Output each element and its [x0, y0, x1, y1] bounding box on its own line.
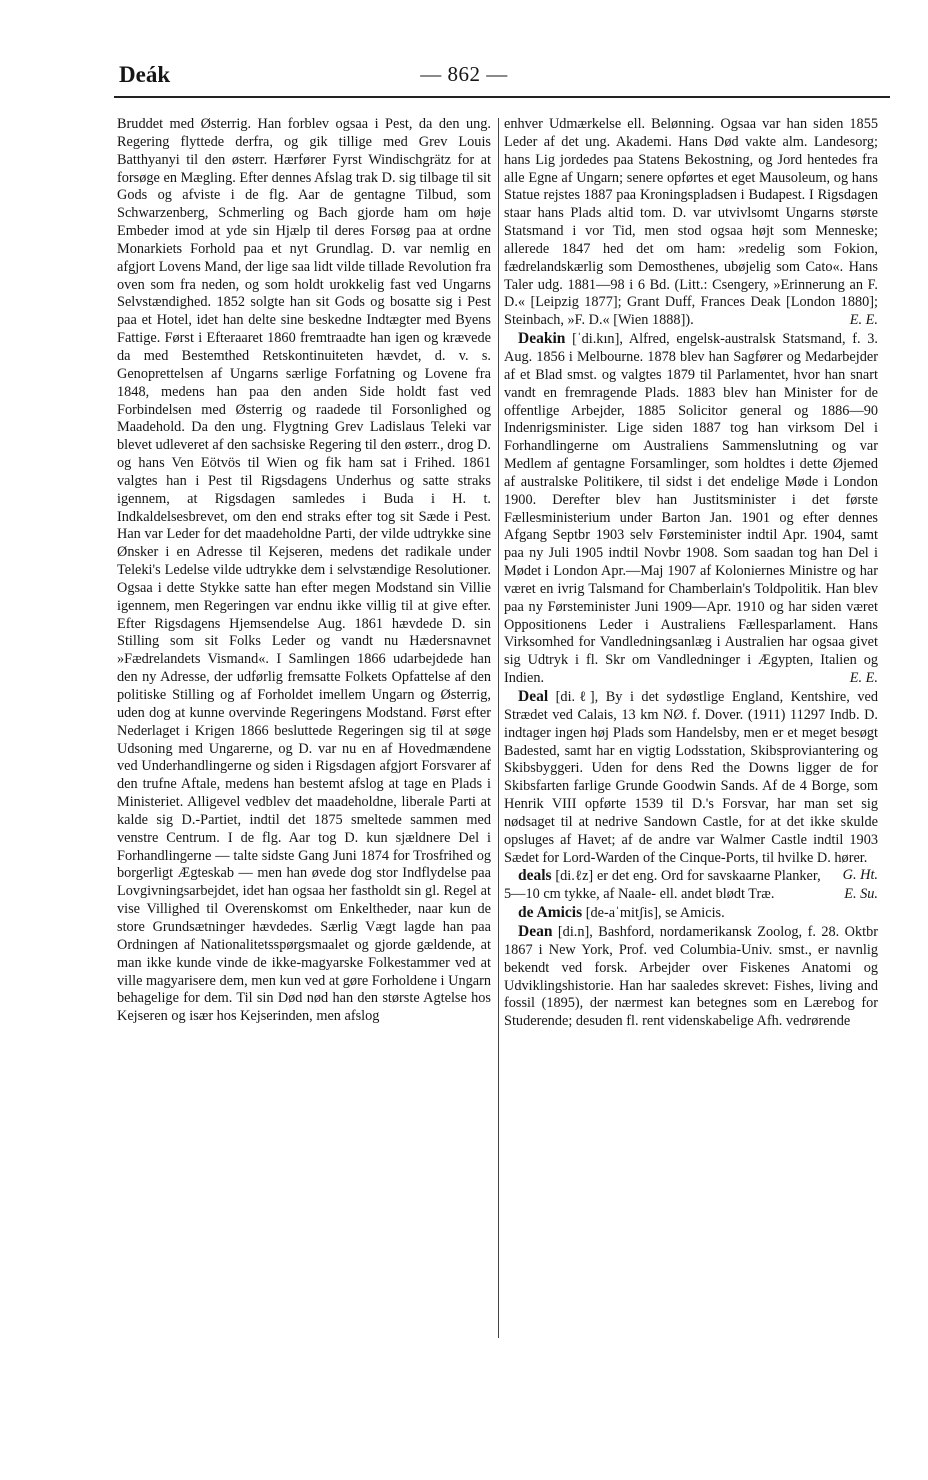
entry-text: [di.ℓz] er det eng. Ord for savskaarne Planker, 5—10 cm tykke, af Naale- ell. andet blødt Træ.: [504, 868, 821, 903]
left-column: [117, 116, 491, 1026]
author-signature: E. E.: [849, 312, 878, 329]
entry-text: [di.n], Bashford, nordamerikansk Zoolog, f. 28. Oktbr 1867 i New York, Prof. ved Columbia-Univ. smst., er navnlig bekendt ved forsk. Arbejder over Fiskenes Anatomi og Udviklingshistorie. Han har saaledes skrevet: Fishes, living and fossil (1895), der nærmest kan betegnes som en Lærebog for Studerende; desuden fl. rent videnskabelige Afh. vedrørende: [504, 923, 879, 1030]
entry-headword: Dean: [518, 922, 553, 940]
author-signature: G. Ht.: [842, 867, 878, 884]
right-column: [504, 116, 878, 1031]
author-signature: E. E.: [849, 670, 878, 687]
entry-text: [di.ℓ], By i det sydøstlige England, Kentshire, ved Strædet ved Calais, 13 km NØ. f. Dover. (1911) 11297 Indb. D. indtager ingen høj Plads som Handelsby, men er et meget besøgt Badested, samt har en vigtig Lodsstation, Skibsproviantering og Skibsbyggeri. Uden for dens Red the Downs ligger de for Skibsfarten farlige Grunde Goodwin Sands. Af de 4 Borge, som Henrik VIII opførte 1539 til D.'s Forsvar, har man set sig nødsaget til at nedrive Sandown Castle, for at det ikke skulde opsluges af Havet; af de andre var Walmer Castle indtil 1903 Sædet for Lord-Warden of the Cinque-Ports, til hvilke D. hører.: [504, 689, 878, 866]
running-headword: Deák: [119, 62, 171, 87]
page-number: — 862 —: [420, 62, 508, 86]
entry-text: [ˈdi.kın], Alfred, engelsk-australsk Statsmand, f. 3. Aug. 1856 i Melbourne. 1878 blev han Sagfører og Medarbejder af et Blad smst. og valgtes 1879 til Parlamentet, hvor han snart vandt en fremragende Plads. 1883 blev han Minister for de offentlige Arbejder, 1885 Solicitor general og 1886—90 Indenrigsminister. Lige siden 1887 tog han virksom Del i Forhandlingerne om Australiens Sammenslutning og var Medlem af gentagne Forsamlinger, som holdtes i dette Øjemed af australske Politikere, til sidst i det endelige Møde i London 1900. Derefter blev han Justitsminister i det første Fællesministerium under Barton Jan. 1901 og efter dennes Afgang Septbr 1903 selv Førsteminister indtil Apr. 1904, samt paa ny Juli 1905 indtil Novbr 1908. Som saadan tog han Del i Mødet i London Apr.—Maj 1907 af Koloniernes Ministre og har været en ivrig Talsmand for Chamberlain's Toldpolitik. Han blev paa ny Førsteminister Juni 1909—Apr. 1910 og har siden været Oppositionens Leder i Australiens Fællesparlament. Hans Virksomhed for Vandledningsanlæg i Australien har ogsaa givet sig Udtryk i fl. Skr om Vandledninger i Ægypten, Italien og Indien.: [504, 331, 879, 687]
entry-de-amicis: [504, 904, 878, 923]
entry-deakin: [504, 330, 878, 688]
running-head: [0, 60, 928, 94]
author-signature: E. Su.: [844, 886, 878, 903]
entry-headword: de Amicis: [518, 904, 583, 922]
deak-entry-ending: [504, 116, 878, 330]
column-divider: [498, 118, 499, 1338]
header-rule: [114, 96, 890, 98]
entry-text: enhver Udmærkelse ell. Belønning. Ogsaa var han siden 1855 Leder af det ung. Akademi. Hans Død vakte alm. Landesorg; hans Lig jordedes paa Statens Bekostning, og Jord hentedes fra alle Egne af Ungarn; senere opførtes et eget Mausoleum, og hans Statue rejstes 1887 paa Kroningspladsen i Budapest. I Rigsdagen staar hans Plads altid tom. D. var utvivlsomt Ungarns største Statsmand i vor Tid, men stod ogsaa højt som Menneske; allerede 1847 hed det om ham: »redelig som Fokion, fædrelandskærlig som Demosthenes, ubøjelig som Cato«. Hans Taler udg. 1881—98 i 6 Bd. (Litt.: Csengery, »Erinnerung an F. D.« [Leipzig 1877]; Grant Duff, Frances Deak [London 1880]; Steinbach, »F. D.« [Wien 1888]).: [504, 116, 878, 329]
entry-headword: deals: [518, 867, 552, 885]
entry-headword: Deal: [518, 688, 549, 705]
deak-entry-continuation: Bruddet med Østerrig. Han forblev ogsaa i Pest, da den ung. Regering flyttede derfra, og gik tillige med Grev Louis Batthyanyi til den østerr. Hærfører Fyrst Windischgrätz for at forsøge en Mægling. Efter dennes Afslag trak D. sig tilbage til sit Gods og afviste i de flg. Aar de gentagne Tilbud, som Schwarzenberg, Schmerling og Bach gjorde ham om høje Embeder imod at yde sin Hjælp til deres Forsøg paa at ordne Monarkiets Forhold paa et nyt Grundlag. D. var nemlig en afgjort Lovens Mand, der lige saa lidt vilde tillade Revolution fra oven som fra neden, og som holdt urokkelig fast ved Ungarns Selvstændighed. 1852 solgte han sit Gods og bosatte sig i Pest paa et Hotel, idet han delte sine beskedne Indtægter med Byens Fattige. Først i Efteraaret 1860 fremtraadte han igen og krævede da med Bestemthed Retskontinuiteten hævdet, d. v. s. Genoprettelsen af Ungarns særlige Forfatning og Lovene fra 1848, medens han paa den anden Side holdt fast ved Forbindelsen med Østerrig og raadede til Forsonlighed og Maadehold. Da den ung. Flygtning Grev Ladislaus Teleki var blevet udleveret af den sachsiske Regering til den østerr., drog D. og hans Ven Eötvös til Wien og fik ham sat i Frihed. 1861 valgtes han i Pest til Rigsdagens Underhus og satte straks igennem, at Rigsdagen samledes i Buda i H. t. Indkaldelsesbrevet, om den end straks efter tog sit Sæde i Pest. Han var Leder for det maadeholdne Parti, der vilde udtrykke sine Ønsker i en Adresse til Kejseren, medens det radikale under Teleki's Ledelse vilde udtrykke dem i selvstændige Resolutioner. Ogsaa i dette Stykke satte han efter megen Modstand sin Villie igennem, men Regeringen var endnu ikke villig til at give efter. Efter Rigsdagens Hjemsendelse Aug. 1861 hævdede D. sin Stilling som sit Folks Leder og vandt nu Hædersnavnet »Fædrelandets Vismand«. I Samlingen 1866 udarbejdede han den ny Adresse, der udførlig fremsatte Folkets Opfattelse af den politiske Stilling og af Forholdet imellem Ungarn og Østerrig, uden dog at kunne overvinde Regeringens Modstand. Først efter Nederlaget i Krigen 1866 besluttede Regeringen sig til at søge Udsoning med Ungarerne, og D. var nu en af Hovedmændene ved Underhandlingerne og siden i Rigsdagen afgjort Forsvarer af den trufne Aftale, medens han bestemt afslog at tage en Plads i Ministeriet. Alligevel vedblev det maadeholdne, liberale Parti at kalde sig D.-Partiet, indtil det 1875 smeltede sammen med venstre Centrum. I de flg. Aar tog D. kun sjældnere Del i Forhandlingerne — talte sidste Gang Juni 1874 for Trosfrihed og borgerligt Ægteskab — men han øvede dog stor Indflydelse paa Lovgivningsarbejdet, idet han ogsaa her fastholdt sin gl. Regel at vise Villighed til Overenskomst om Enkeltheder, naar kun de store Grundsætninger hævdedes. Særlig Vægt lagde han paa Ordningen af Nationalitetsspørgsmaalet og gjorde gældende, at man ikke kunde vinde de ikke-magyarske Folkestammer ved at ville magyarisere dem, men kun ved at gøre Forholdene i Ungarn behagelige for dem. Til sin Død nød han den største Agtelse hos Kejseren og især hos Kejserinden, men afslog: [117, 116, 491, 1025]
entry-text: [de-aˈmitʃis], se Amicis.: [585, 905, 725, 922]
entry-dean: [504, 923, 878, 1031]
entry-headword: Deakin: [518, 330, 566, 348]
